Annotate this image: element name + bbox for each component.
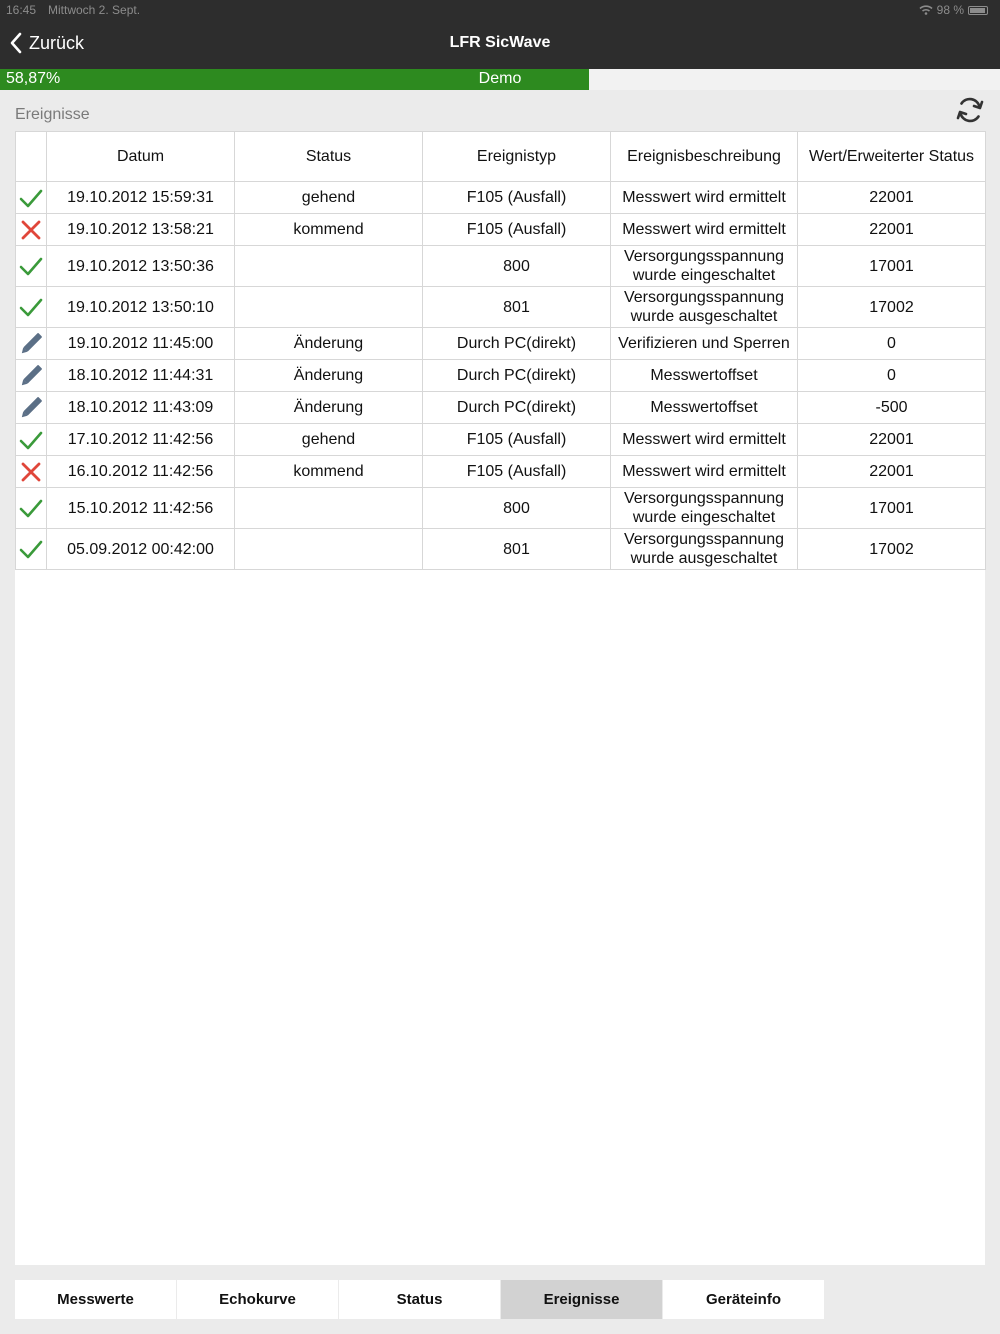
check-icon <box>17 184 45 212</box>
table-row[interactable] <box>16 328 986 360</box>
event-icon-cell <box>16 328 47 360</box>
cell-ereignistyp: Durch PC(direkt) <box>423 328 611 360</box>
cell-datum: 18.10.2012 11:44:31 <box>47 360 235 392</box>
tab-label: Geräteinfo <box>705 1291 781 1308</box>
description-line: wurde ausgeschaltet <box>630 308 778 325</box>
table-row[interactable] <box>16 182 986 214</box>
header-wert: Wert/Erweiterter Status <box>798 132 986 182</box>
description-line: Messwert wird ermittelt <box>622 430 786 448</box>
tab-label: Ereignisse <box>543 1291 620 1308</box>
cell-datum: 19.10.2012 15:59:31 <box>47 182 235 214</box>
cell-datum: 19.10.2012 13:50:36 <box>47 246 235 287</box>
description-line: Messwert wird ermittelt <box>622 462 786 480</box>
cell-datum: 19.10.2012 13:50:10 <box>47 287 235 328</box>
tab-ereignisse[interactable] <box>501 1280 662 1319</box>
header-datum: Datum <box>47 132 235 182</box>
cross-icon <box>17 458 45 486</box>
cell-datum: 15.10.2012 11:42:56 <box>47 488 235 529</box>
cell-ereignistyp: F105 (Ausfall) <box>423 214 611 246</box>
cell-wert: 0 <box>798 360 986 392</box>
event-icon-cell <box>16 246 47 287</box>
tab-label: Echokurve <box>219 1291 296 1308</box>
progress-percent: 58,87% <box>6 70 61 87</box>
table-row[interactable] <box>16 529 986 570</box>
cross-icon <box>17 216 45 244</box>
table-row[interactable] <box>16 488 986 529</box>
description-line: Verifizieren und Sperren <box>618 334 790 352</box>
mode-label: Demo <box>478 70 522 87</box>
cell-beschreibung <box>611 182 798 214</box>
cell-status: kommend <box>235 456 423 488</box>
cell-datum: 16.10.2012 11:42:56 <box>47 456 235 488</box>
cell-status: Änderung <box>235 360 423 392</box>
cell-status <box>235 529 423 570</box>
cell-beschreibung <box>611 424 798 456</box>
description-line: Versorgungsspannung <box>623 289 785 306</box>
event-icon-cell <box>16 287 47 328</box>
cell-beschreibung <box>611 360 798 392</box>
cell-beschreibung <box>611 488 798 529</box>
pencil-icon <box>17 394 45 422</box>
tab-messwerte[interactable] <box>15 1280 176 1319</box>
cell-ereignistyp: Durch PC(direkt) <box>423 360 611 392</box>
cell-status <box>235 246 423 287</box>
cell-datum: 18.10.2012 11:43:09 <box>47 392 235 424</box>
table-row[interactable] <box>16 456 986 488</box>
description-line: Messwertoffset <box>650 366 758 384</box>
table-row[interactable] <box>16 246 986 287</box>
pencil-icon <box>17 362 45 390</box>
cell-ereignistyp: 801 <box>423 287 611 328</box>
tab-label: Status <box>396 1291 443 1308</box>
header-icon <box>16 132 47 182</box>
status-date: Mittwoch 2. Sept. <box>48 3 141 17</box>
cell-wert: 17001 <box>798 488 986 529</box>
ios-status-bar <box>0 0 1000 20</box>
navigation-bar <box>0 20 1000 69</box>
cell-status: Änderung <box>235 392 423 424</box>
refresh-icon[interactable] <box>954 94 986 126</box>
table-row[interactable] <box>16 214 986 246</box>
cell-datum: 19.10.2012 11:45:00 <box>47 328 235 360</box>
check-icon <box>17 494 45 522</box>
description-line: Messwertoffset <box>650 398 758 416</box>
tab-status[interactable] <box>339 1280 500 1319</box>
check-icon <box>17 293 45 321</box>
cell-wert: 17001 <box>798 246 986 287</box>
cell-wert: 22001 <box>798 214 986 246</box>
cell-ereignistyp: 800 <box>423 246 611 287</box>
check-icon <box>17 252 45 280</box>
cell-beschreibung <box>611 214 798 246</box>
cell-status <box>235 488 423 529</box>
event-icon-cell <box>16 392 47 424</box>
event-icon-cell <box>16 488 47 529</box>
measurement-progress-bar <box>0 69 1000 90</box>
tab-echokurve[interactable] <box>177 1280 338 1319</box>
event-icon-cell <box>16 182 47 214</box>
event-icon-cell <box>16 360 47 392</box>
battery-percent: 98 % <box>936 3 964 17</box>
events-table <box>15 131 986 570</box>
event-icon-cell <box>16 214 47 246</box>
description-line: wurde eingeschaltet <box>632 267 776 284</box>
table-header-row <box>16 132 986 182</box>
events-panel <box>15 131 985 1265</box>
pencil-icon <box>17 330 45 358</box>
cell-datum: 19.10.2012 13:58:21 <box>47 214 235 246</box>
battery-icon <box>968 6 988 15</box>
cell-wert: 22001 <box>798 456 986 488</box>
tab-geräteinfo[interactable] <box>663 1280 824 1319</box>
event-icon-cell <box>16 456 47 488</box>
cell-beschreibung <box>611 392 798 424</box>
cell-datum: 05.09.2012 00:42:00 <box>47 529 235 570</box>
check-icon <box>17 535 45 563</box>
event-icon-cell <box>16 529 47 570</box>
cell-ereignistyp: F105 (Ausfall) <box>423 456 611 488</box>
cell-ereignistyp: 800 <box>423 488 611 529</box>
back-label: Zurück <box>29 32 85 53</box>
cell-beschreibung <box>611 246 798 287</box>
cell-wert: 22001 <box>798 424 986 456</box>
description-line: wurde eingeschaltet <box>632 509 776 526</box>
table-row[interactable] <box>16 360 986 392</box>
cell-ereignistyp: F105 (Ausfall) <box>423 182 611 214</box>
cell-beschreibung <box>611 529 798 570</box>
header-ereignisbeschreibung: Ereignisbeschreibung <box>611 132 798 182</box>
cell-beschreibung <box>611 328 798 360</box>
event-icon-cell <box>16 424 47 456</box>
cell-wert: 0 <box>798 328 986 360</box>
check-icon <box>17 426 45 454</box>
section-title: Ereignisse <box>15 106 90 123</box>
cell-beschreibung <box>611 456 798 488</box>
cell-ereignistyp: Durch PC(direkt) <box>423 392 611 424</box>
cell-status <box>235 287 423 328</box>
description-line: wurde ausgeschaltet <box>630 550 778 567</box>
cell-status: kommend <box>235 214 423 246</box>
table-row[interactable] <box>16 392 986 424</box>
description-line: Messwert wird ermittelt <box>622 188 786 206</box>
header-status: Status <box>235 132 423 182</box>
cell-status: gehend <box>235 424 423 456</box>
cell-wert: -500 <box>798 392 986 424</box>
cell-wert: 17002 <box>798 529 986 570</box>
status-right <box>919 3 988 17</box>
cell-ereignistyp: 801 <box>423 529 611 570</box>
description-line: Versorgungsspannung <box>623 531 785 548</box>
cell-status: gehend <box>235 182 423 214</box>
status-time: 16:45 <box>6 3 37 17</box>
cell-datum: 17.10.2012 11:42:56 <box>47 424 235 456</box>
description-line: Messwert wird ermittelt <box>622 220 786 238</box>
table-row[interactable] <box>16 424 986 456</box>
cell-beschreibung <box>611 287 798 328</box>
cell-wert: 22001 <box>798 182 986 214</box>
tab-label: Messwerte <box>57 1291 134 1308</box>
wifi-icon <box>919 5 933 15</box>
header-ereignistyp: Ereignistyp <box>423 132 611 182</box>
cell-wert: 17002 <box>798 287 986 328</box>
cell-status: Änderung <box>235 328 423 360</box>
page-title: LFR SicWave <box>449 34 551 51</box>
description-line: Versorgungsspannung <box>623 490 785 507</box>
table-body <box>16 182 986 570</box>
cell-ereignistyp: F105 (Ausfall) <box>423 424 611 456</box>
tab-bar <box>15 1280 825 1319</box>
description-line: Versorgungsspannung <box>623 248 785 265</box>
table-row[interactable] <box>16 287 986 328</box>
